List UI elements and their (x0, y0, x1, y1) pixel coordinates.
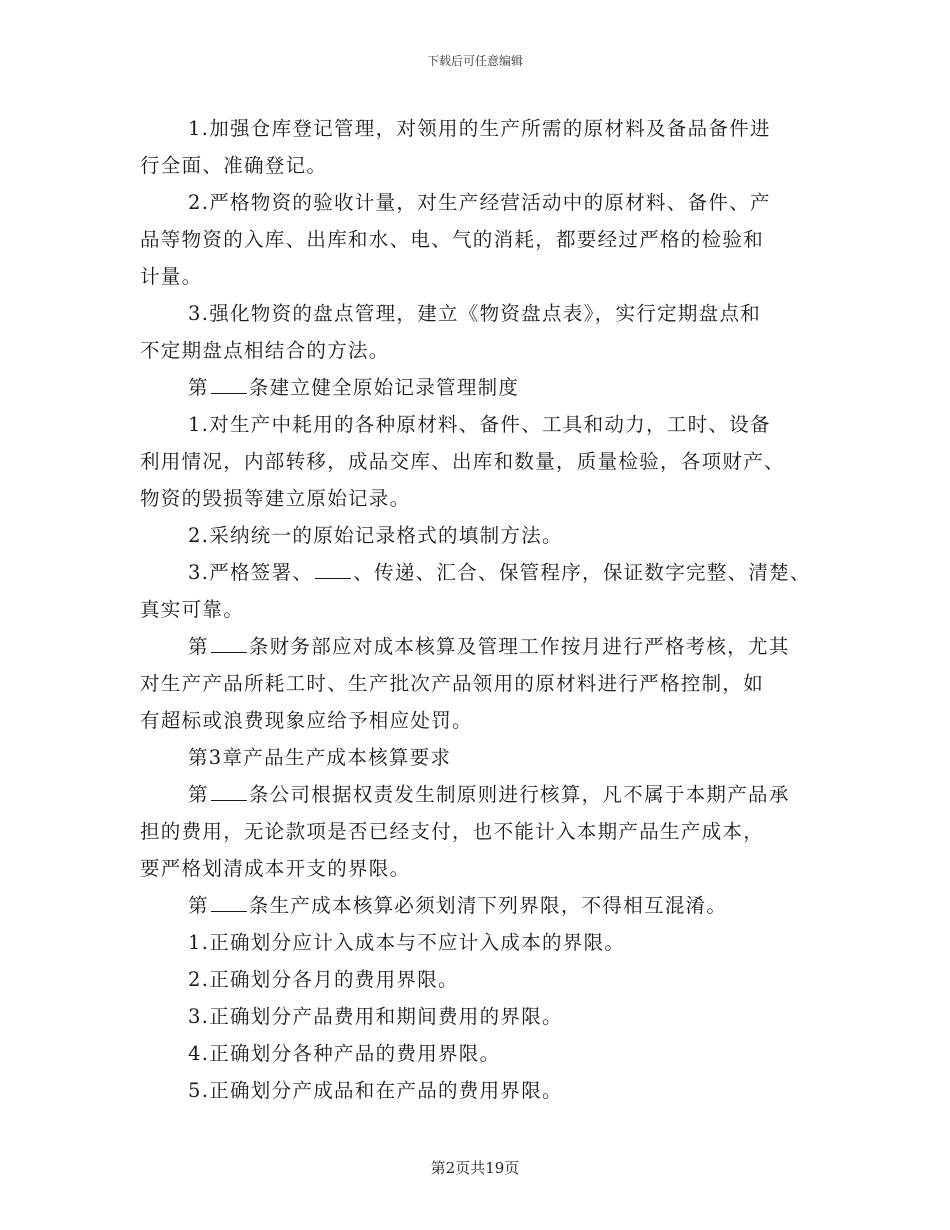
paragraph-line: 3.强化物资的盘点管理，建立《物资盘点表》，实行定期盘点和 (188, 302, 762, 325)
paragraph-line: 要严格划清成本开支的界限。 (140, 857, 411, 880)
chapter-heading: 第3章产品生产成本核算要求 (188, 746, 452, 769)
paragraph-line: 有超标或浪费现象应给予相应处罚。 (140, 709, 473, 732)
article-text: 条公司根据权责发生制原则进行核算，凡不属于本期产品承 (248, 783, 790, 806)
fill-blank (211, 373, 247, 394)
fill-blank (211, 632, 247, 653)
paragraph-text: 、传递、汇合、保管程序，保证数字完整、清楚、 (353, 561, 811, 584)
article-text: 条生产成本核算必须划清下列界限，不得相互混淆。 (248, 894, 728, 917)
article-text: 条财务部应对成本核算及管理工作按月进行严格考核，尤其 (248, 635, 790, 658)
article-heading (140, 887, 820, 924)
fill-blank (211, 891, 247, 912)
paragraph-line: 物资的毁损等建立原始记录。 (140, 487, 411, 510)
article-heading (140, 369, 820, 406)
paragraph-line (140, 554, 820, 591)
paragraph-line: 利用情况，内部转移，成品交库、出库和数量，质量检验，各项财产、 (140, 450, 785, 473)
page-header: 下载后可任意编辑 (426, 54, 523, 68)
paragraph-line: 2.采纳统一的原始记录格式的填制方法。 (188, 524, 563, 547)
paragraph-text: 3.严格签署、 (188, 561, 314, 584)
paragraph-line: 2.严格物资的验收计量，对生产经营活动中的原材料、备件、产 (188, 191, 771, 214)
paragraph-line: 行全面、准确登记。 (140, 154, 328, 177)
article-prefix: 第 (188, 635, 209, 658)
article-prefix: 第 (188, 376, 209, 399)
paragraph-line: 1.加强仓库登记管理，对领用的生产所需的原材料及备品备件进 (188, 117, 771, 140)
paragraph-line: 真实可靠。 (140, 598, 245, 621)
article-heading (140, 776, 820, 813)
paragraph-line: 计量。 (140, 265, 203, 288)
fill-blank (315, 558, 351, 579)
article-heading (140, 628, 820, 665)
list-item: 2.正确划分各月的费用界限。 (188, 968, 459, 991)
article-prefix: 第 (188, 894, 209, 917)
paragraph-line: 对生产产品所耗工时、生产批次产品领用的原材料进行严格控制，如 (140, 672, 765, 695)
list-item: 3.正确划分产品费用和期间费用的界限。 (188, 1005, 563, 1028)
list-item: 4.正确划分各种产品的费用界限。 (188, 1042, 501, 1065)
page-number: 第2页共19页 (430, 1159, 520, 1177)
paragraph-line: 不定期盘点相结合的方法。 (140, 339, 390, 362)
fill-blank (211, 780, 247, 801)
list-item: 1.正确划分应计入成本与不应计入成本的界限。 (188, 931, 626, 954)
document-body (140, 110, 820, 1109)
list-item: 5.正确划分产成品和在产品的费用界限。 (188, 1079, 563, 1102)
article-prefix: 第 (188, 783, 209, 806)
article-text: 条建立健全原始记录管理制度 (248, 376, 520, 399)
paragraph-line: 担的费用，无论款项是否已经支付，也不能计入本期产品生产成本， (140, 820, 765, 843)
paragraph-line: 1.对生产中耗用的各种原材料、备件、工具和动力，工时、设备 (188, 413, 771, 436)
paragraph-line: 品等物资的入库、出库和水、电、气的消耗，都要经过严格的检验和 (140, 228, 765, 251)
